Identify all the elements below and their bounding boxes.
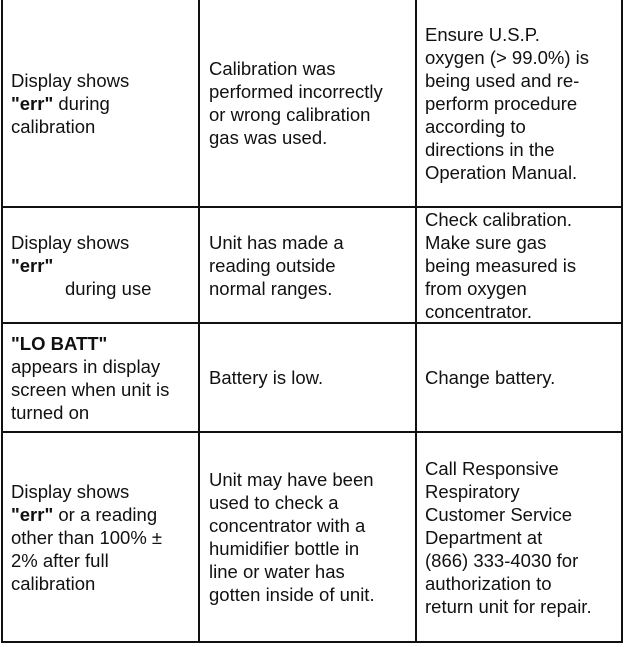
text: (866) 333-4030 for <box>425 549 579 571</box>
text: oxygen (> 99.0%) is <box>425 46 590 68</box>
table-cell-cause <box>209 433 413 641</box>
text: screen when unit is <box>11 378 170 400</box>
text: gas was used. <box>209 127 328 148</box>
cell-text-line <box>425 572 620 595</box>
cell-text-line <box>11 92 196 115</box>
text: performed incorrectly <box>209 81 383 102</box>
text: Change battery. <box>425 367 556 388</box>
table-cell-problem <box>11 324 196 431</box>
table-cell-solution <box>425 433 620 641</box>
text: being used and re- <box>425 69 580 91</box>
cell-text-line <box>209 366 413 389</box>
cell-text-line <box>11 480 196 503</box>
cell-text-line <box>425 208 620 231</box>
text: humidifier bottle in <box>209 538 360 559</box>
text: being measured is <box>425 254 577 276</box>
table-cell-problem <box>11 433 196 641</box>
cell-text-line <box>209 254 413 277</box>
cell-text-line <box>425 115 620 138</box>
cell-text-line <box>209 514 413 537</box>
bold-text: "err" <box>11 503 54 525</box>
cell-text-line <box>209 57 413 80</box>
cell-text-line <box>425 300 620 323</box>
cell-text-line <box>209 231 413 254</box>
text: Make sure gas <box>425 231 547 253</box>
cell-text-line <box>425 69 620 92</box>
cell-text-line <box>11 549 196 572</box>
cell-text-line <box>11 254 196 277</box>
text: 2% after full <box>11 549 109 571</box>
cell-text-line <box>425 277 620 300</box>
text: Display shows <box>11 480 130 502</box>
bold-text: "err" <box>11 254 54 276</box>
text: Respiratory <box>425 480 520 502</box>
cell-text-line <box>11 526 196 549</box>
cell-text-line <box>11 503 196 526</box>
cell-text-line <box>11 572 196 595</box>
text: Check calibration. <box>425 208 573 230</box>
text: concentrator. <box>425 300 532 322</box>
table-border-bottom <box>1 641 623 643</box>
cell-text-line <box>11 401 196 424</box>
cell-text-line <box>425 231 620 254</box>
text: used to check a <box>209 492 339 513</box>
table-cell-solution <box>425 0 620 206</box>
text: return unit for repair. <box>425 595 592 617</box>
cell-text-line <box>11 355 196 378</box>
cell-text-line <box>11 277 196 300</box>
cell-text-line <box>425 549 620 572</box>
cell-text-line <box>425 138 620 161</box>
text: or a reading <box>53 503 158 525</box>
cell-text-line <box>209 560 413 583</box>
cell-text-line <box>425 526 620 549</box>
table-cell-solution <box>425 324 620 431</box>
table-cell-cause <box>209 0 413 206</box>
cell-text-line <box>425 457 620 480</box>
cell-text-line <box>209 583 413 606</box>
text: Display shows <box>11 231 130 253</box>
text: other than 100% ± <box>11 526 163 548</box>
cell-text-line <box>209 491 413 514</box>
text: Customer Service <box>425 503 573 525</box>
cell-text-line <box>11 69 196 92</box>
text: appears in display <box>11 355 161 377</box>
cell-text-line <box>425 366 620 389</box>
cell-text-line <box>425 254 620 277</box>
text: Calibration was <box>209 58 336 79</box>
text: Call Responsive <box>425 457 559 479</box>
cell-text-line <box>11 332 196 355</box>
text: Department at <box>425 526 543 548</box>
text: Battery is low. <box>209 367 324 388</box>
cell-text-line <box>425 92 620 115</box>
table-cell-cause <box>209 324 413 431</box>
cell-text-line <box>425 23 620 46</box>
cell-text-line <box>425 46 620 69</box>
cell-text-line <box>11 231 196 254</box>
text: Ensure U.S.P. <box>425 23 540 45</box>
table-cell-solution <box>425 208 620 322</box>
cell-text-line <box>11 115 196 138</box>
text: perform procedure <box>425 92 578 114</box>
text: Unit has made a <box>209 231 344 253</box>
text: or wrong calibration <box>209 104 371 125</box>
text: according to <box>425 115 526 137</box>
cell-text-line <box>209 277 413 300</box>
table-cell-cause <box>209 208 413 322</box>
cell-text-line <box>425 595 620 618</box>
bold-text: "err" <box>11 92 54 114</box>
text: line or water has <box>209 561 345 582</box>
text: calibration <box>11 115 96 137</box>
text: authorization to <box>425 572 552 594</box>
cell-text-line <box>209 468 413 491</box>
bold-text: "LO BATT" <box>11 332 108 354</box>
text: calibration <box>11 572 96 594</box>
text: reading outside <box>209 254 336 276</box>
text: directions in the <box>425 138 555 160</box>
text: from oxygen <box>425 277 527 299</box>
text: Display shows <box>11 69 130 91</box>
cell-text-line <box>209 103 413 126</box>
text: Unit may have been <box>209 469 374 490</box>
text: Operation Manual. <box>425 161 578 183</box>
text: turned on <box>11 401 90 423</box>
table-cell-problem <box>11 208 196 322</box>
cell-text-line <box>425 480 620 503</box>
text: concentrator with a <box>209 515 366 536</box>
cell-text-line <box>209 537 413 560</box>
text: during <box>53 92 110 114</box>
cell-text-line <box>425 161 620 184</box>
text: gotten inside of unit. <box>209 584 375 605</box>
table-cell-problem <box>11 0 196 206</box>
cell-text-line <box>11 378 196 401</box>
text: during use <box>65 277 152 299</box>
cell-text-line <box>425 503 620 526</box>
text: normal ranges. <box>209 277 333 299</box>
cell-text-line <box>209 80 413 103</box>
cell-text-line <box>209 126 413 149</box>
